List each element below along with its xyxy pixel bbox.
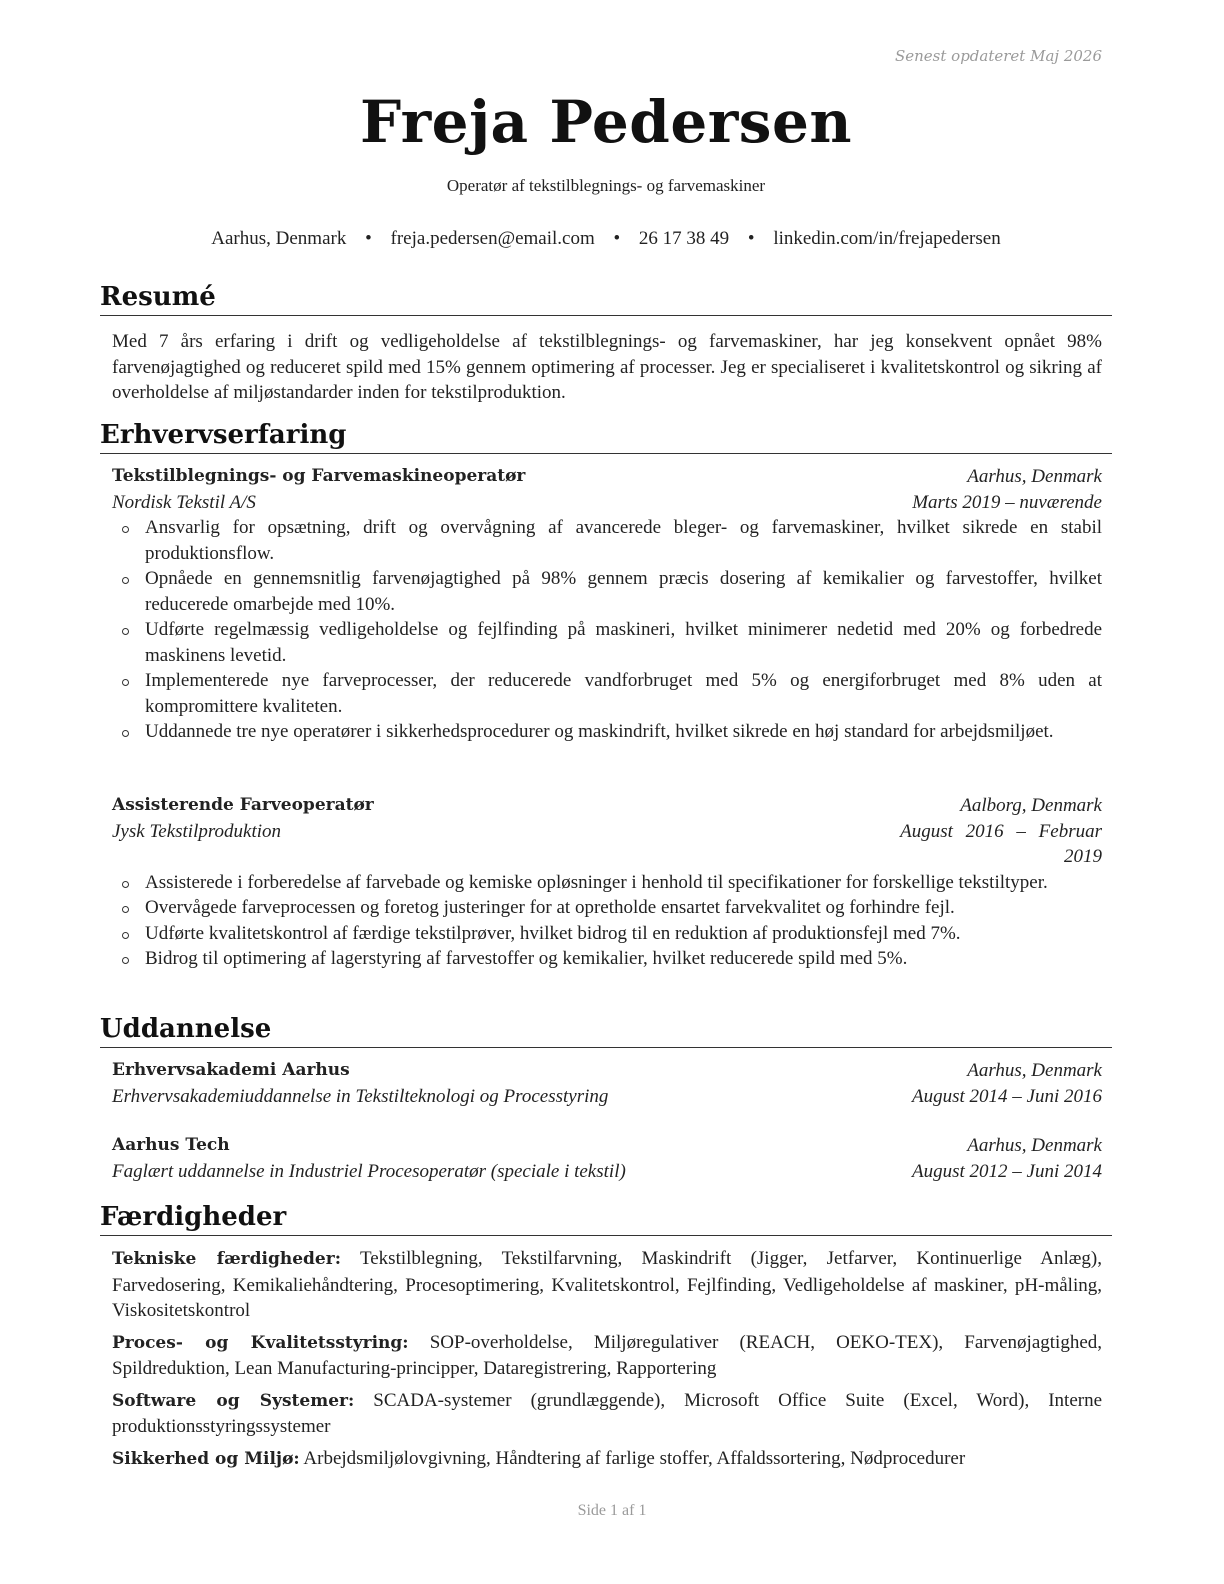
section-heading-education: Uddannelse	[100, 1012, 1112, 1048]
contact-line	[100, 228, 1112, 250]
section-heading-experience: Erhvervserfaring	[100, 418, 1112, 454]
school-location: Aarhus, Denmark	[967, 1135, 1102, 1156]
skill-group-text: SOP-overholdelse, Miljøregulativer (REACH, OEKO-TEX), Farvenøjagtighed, Spildreduktion, Lean Manufacturing-principper, Dataregistrering, Rapportering	[112, 1331, 1103, 1379]
skill-group-text: Arbejdsmiljølovgivning, Håndtering af farlige stoffer, Affaldssortering, Nødprocedurer	[303, 1447, 966, 1469]
bullet-item: Udførte kvalitetskontrol af færdige tekstilprøver, hvilket bidrog til en reduktion af produktionsfejl med 7%.	[112, 921, 1102, 947]
job-dates: August 2016 – Februar	[900, 820, 1102, 842]
bullet-item: Uddannede tre nye operatører i sikkerhedsprocedurer og maskindrift, hvilket sikrede en høj standard for arbejdsmiljøet.	[112, 719, 1102, 745]
last-updated: Senest opdateret Maj 2026	[894, 47, 1102, 65]
job-location: Aarhus, Denmark	[967, 466, 1102, 487]
bullet-item: Implementerede nye farveprocesser, der reducerede vandforbruget med 5% og energiforbruget med 8% uden at kompromittere kvaliteten.	[112, 668, 1102, 719]
education-dates: August 2014 – Juni 2016	[912, 1085, 1102, 1107]
skill-group	[112, 1446, 1102, 1473]
section-heading-skills: Færdigheder	[100, 1200, 1112, 1236]
skill-group-label: Proces- og Kvalitetsstyring:	[112, 1332, 409, 1353]
job-dates-continued: 2019	[1064, 846, 1102, 867]
skill-group-label: Sikkerhed og Miljø:	[112, 1448, 300, 1469]
school-name: Erhvervsakademi Aarhus	[112, 1060, 350, 1080]
bullet-item: Udførte regelmæssig vedligeholdelse og fejlfinding på maskineri, hvilket minimerer nedetid med 20% og forbedrede maskinens levetid.	[112, 617, 1102, 668]
skill-group	[112, 1330, 1102, 1382]
skill-group-label: Tekniske færdigheder:	[112, 1249, 341, 1269]
contact-email[interactable]: freja.pedersen@email.com	[390, 228, 595, 249]
separator-dot: •	[747, 228, 755, 249]
school-name: Aarhus Tech	[112, 1135, 230, 1155]
bullet-item: Overvågede farveprocessen og foretog justeringer for at opretholde ensartet farvekvalitet og forhindre fejl.	[112, 895, 1102, 921]
job-bullets	[112, 870, 1102, 972]
education-dates: August 2012 – Juni 2014	[912, 1160, 1102, 1182]
summary-section	[100, 280, 1112, 406]
summary-text: Med 7 års erfaring i drift og vedligeholdelse af tekstilblegnings- og farvemaskiner, har jeg konsekvent opnået 98% farvenøjagtighed og reduceret spild med 15% gennem optimering af processer. Jeg er specialiseret i kvalitetskontrol og sikring af overholdelse af miljøstandarder inden for tekstilproduktion.	[112, 331, 1102, 403]
degree: Erhvervsakademiuddannelse in Tekstilteknologi og Processtyring	[112, 1085, 609, 1107]
skill-group-label: Software og Systemer:	[112, 1390, 355, 1411]
skill-group-text: SCADA-systemer (grundlæggende), Microsoft Office Suite (Excel, Word), Interne produktionsstyringssystemer	[112, 1389, 1103, 1437]
degree: Faglært uddannelse in Industriel Procesoperatør (speciale i tekstil)	[112, 1160, 626, 1182]
skill-group	[112, 1388, 1102, 1440]
candidate-name: Freja Pedersen	[359, 88, 853, 156]
contact-location: Aarhus, Denmark	[211, 228, 347, 249]
bullet-item: Opnåede en gennemsnitlig farvenøjagtighed på 98% gennem præcis dosering af kemikalier og farvestoffer, hvilket reducerede omarbejde med 10%.	[112, 566, 1102, 617]
skill-group-text: Tekstilblegning, Tekstilfarvning, Maskindrift (Jigger, Jetfarver, Kontinuerlige Anlæg), Farvedosering, Kemikaliehåndtering, Procesoptimering, Kvalitetskontrol, Fejlfinding, Vedligeholdelse af maskiner, pH-måling, Viskositetskontrol	[112, 1248, 1102, 1321]
skill-group	[112, 1246, 1102, 1324]
job-title: Operatør af tekstilblegnings- og farvemaskiner	[446, 176, 766, 195]
job-entry	[112, 464, 1102, 745]
experience-section	[100, 418, 1112, 454]
skills-section	[100, 1200, 1112, 1236]
contact-phone: 26 17 38 49	[638, 228, 730, 249]
page-number: Side 1 af 1	[577, 1502, 647, 1519]
job-title: Assisterende Farveoperatør	[112, 795, 374, 815]
skills-list	[112, 1246, 1102, 1478]
bullet-item: Bidrog til optimering af lagerstyring af farvestoffer og kemikalier, hvilket reducerede spild med 5%.	[112, 946, 1102, 972]
education-entry	[112, 1133, 1102, 1184]
resume-page	[100, 0, 1112, 1584]
school-location: Aarhus, Denmark	[967, 1060, 1102, 1081]
separator-dot: •	[365, 228, 372, 249]
bullet-item: Ansvarlig for opsætning, drift og overvågning af avancerede bleger- og farvemaskiner, hvilket sikrede en stabil produktionsflow.	[112, 515, 1102, 566]
contact-linkedin[interactable]: linkedin.com/in/frejapedersen	[773, 228, 1001, 249]
job-entry	[112, 793, 1102, 972]
separator-dot: •	[613, 228, 621, 249]
education-section	[100, 1012, 1112, 1048]
job-company: Jysk Tekstilproduktion	[112, 820, 282, 842]
job-company: Nordisk Tekstil A/S	[112, 491, 256, 513]
job-dates: Marts 2019 – nuværende	[912, 491, 1102, 513]
education-entry	[112, 1058, 1102, 1109]
job-title: Tekstilblegnings- og Farvemaskineoperatør	[112, 466, 526, 486]
section-heading-summary: Resumé	[100, 280, 1112, 316]
job-bullets	[112, 515, 1102, 745]
job-location: Aalborg, Denmark	[960, 795, 1102, 816]
bullet-item: Assisterede i forberedelse af farvebade og kemiske opløsninger i henhold til specifikationer for forskellige tekstiltyper.	[112, 870, 1102, 896]
